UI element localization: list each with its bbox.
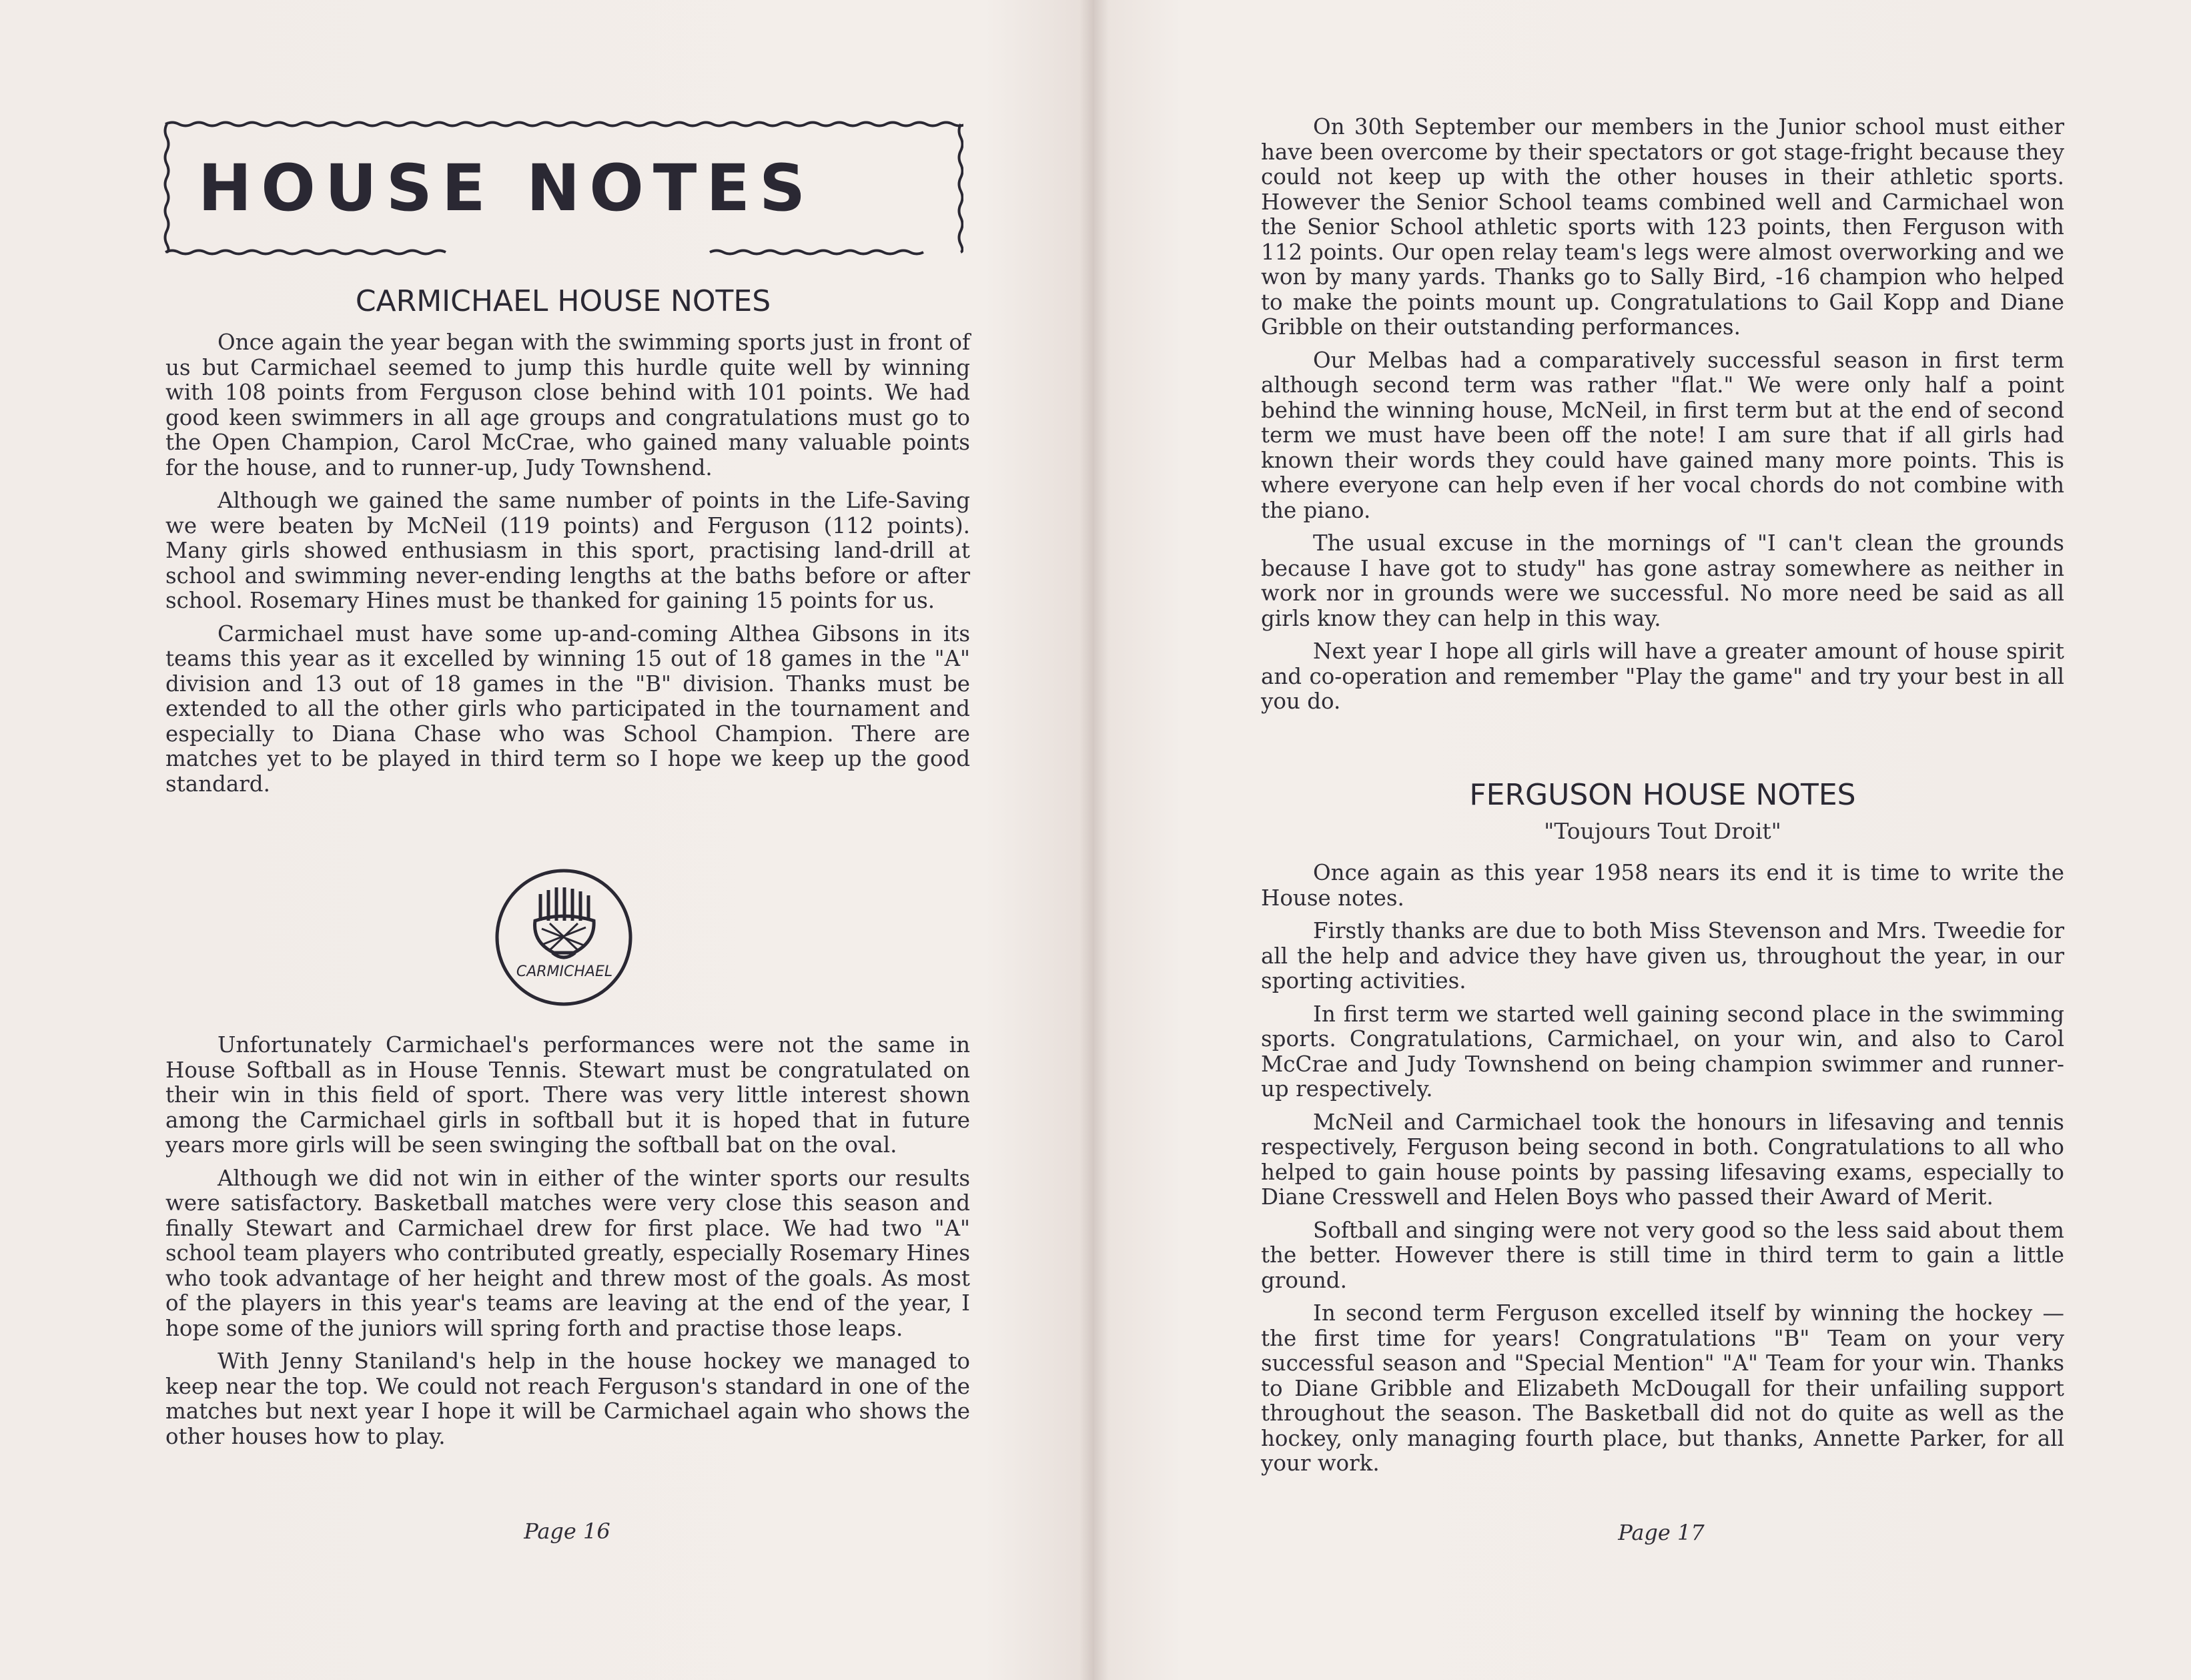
carmichael-text-top <box>165 330 970 805</box>
page-number-right: Page 17 <box>1618 1520 1705 1545</box>
ferguson-paragraph: In second term Ferguson excelled itself by winning the hockey —the first time for years! Congratulations "B" Team on your very successful season and "Special Mention" "A" Team for your win. Thanks to Diane Gribble and Elizabeth McDougall for their unfailing support throughout the season. The Basketball did not do quite as well as the hockey, only managing fourth place, but thanks, Annette Parker, for all your work. <box>1261 1300 2064 1476</box>
carmichael-text-bottom <box>165 1033 970 1457</box>
ferguson-paragraph: Firstly thanks are due to both Miss Stevenson and Mrs. Tweedie for all the help and advice they have given us, throughout the year, in our sporting activities. <box>1261 918 2064 993</box>
ferguson-paragraph: Softball and singing were not very good so the less said about them the better. However there is still time in third term to gain a little ground. <box>1261 1217 2064 1293</box>
carmichael-paragraph: Although we did not win in either of the winter sports our results were satisfactory. Basketball matches were very close this season and finally Stewart and Carmichael drew for first place. We had two "A" school team players who contributed greatly, especially Rosemary Hines who took advantage of her height and threw most of the goals. As most of the players in this year's teams are leaving at the end of the year, I hope some of the juniors will spring forth and practise those leaps. <box>165 1165 970 1341</box>
ferguson-heading: FERGUSON HOUSE NOTES <box>1469 778 1856 812</box>
ferguson-paragraph: In first term we started well gaining second place in the swimming sports. Congratulations, Carmichael, on your win, and also to Carol McCrae and Judy Townshend on being champion swimmer and runner-up respectively. <box>1261 1001 2064 1102</box>
carmichael-paragraph: Once again the year began with the swimming sports just in front of us but Carmichael seemed to jump this hurdle quite well by winning with 108 points from Ferguson close behind with 101 points. We had good keen swimmers in all age groups and congratulations must go to the Open Champion, Carol McCrae, who gained many valuable points for the house, and to runner-up, Judy Townshend. <box>165 330 970 480</box>
carmichael-heading: CARMICHAEL HOUSE NOTES <box>355 284 771 318</box>
carmichael-paragraph: On 30th September our members in the Junior school must either have been overcome by their spectators or got stage-fright because they could not keep up with the other houses in their athletic sports. However the Senior School teams combined well and Carmichael won the Senior School athletic sports with 123 points, then Ferguson with 112 points. Our open relay team's legs were almost overworking and we won by many yards. Thanks go to Sally Bird, -16 champion who helped to make the points mount up. Congratulations to Gail Kopp and Diane Gribble on their outstanding performances. <box>1261 114 2064 340</box>
carmichael-paragraph: Carmichael must have some up-and-coming Althea Gibsons in its teams this year as it excelled by winning 15 out of 18 games in the "A" division and 13 out of 18 games in the "B" division. Thanks must be extended to all the other girls who participated in the tournament and especially to Diana Chase who was School Champion. There are matches yet to be played in third term so I hope we keep up the good standard. <box>165 620 970 797</box>
book-gutter <box>1079 0 1109 1680</box>
carmichael-paragraph: Next year I hope all girls will have a greater amount of house spirit and co-operation and remember "Play the game" and try your best in all you do. <box>1261 639 2064 714</box>
carmichael-paragraph: The usual excuse in the mornings of "I can't clean the grounds because I have got to study" has gone astray somewhere as neither in work nor in grounds were we successful. No more need be said as all girls know they can help in this way. <box>1261 530 2064 631</box>
carmichael-paragraph: With Jenny Staniland's help in the house hockey we managed to keep near the top. We could not reach Ferguson's standard in one of the matches but next year I hope it will be Carmichael again who shows the other houses how to play. <box>165 1348 970 1449</box>
ferguson-paragraph: Once again as this year 1958 nears its end it is time to write the House notes. <box>1261 860 2064 911</box>
carmichael-thistle-logo <box>494 867 634 1007</box>
logo-label: CARMICHAEL <box>516 963 613 980</box>
banner-title: HOUSE NOTES <box>197 151 815 226</box>
carmichael-paragraph: Unfortunately Carmichael's performances were not the same in House Softball as in House Tennis. Stewart must be congratulated on their win in this field of sport. There was very little interest shown among the Carmichael girls in softball but it is hoped that in future years more girls will be seen swinging the softball bat on the oval. <box>165 1032 970 1158</box>
ferguson-text <box>1261 861 2064 1485</box>
house-notes-banner <box>163 117 963 259</box>
ferguson-paragraph: McNeil and Carmichael took the honours in lifesaving and tennis respectively, Ferguson being second in both. Congratulations to all who helped to gain house points by passing lifesaving exams, especially to Diane Cresswell and Helen Boys who passed their Award of Merit. <box>1261 1109 2064 1210</box>
carmichael-text-continued <box>1261 115 2064 723</box>
carmichael-paragraph: Although we gained the same number of points in the Life-Saving we were beaten by McNeil (119 points) and Ferguson (112 points). Many girls showed enthusiasm in this sport, practising land-drill at school and swimming never-ending lengths at the baths before or after school. Rosemary Hines must be thanked for gaining 15 points for us. <box>165 488 970 613</box>
ferguson-motto: "Toujours Tout Droit" <box>1544 818 1781 844</box>
carmichael-paragraph: Our Melbas had a comparatively successful season in first term although second term was rather "flat." We were only half a point behind the winning house, McNeil, in first term but at the end of second term we must have been off the note! I am sure that if all girls had known their words they could have gained many more points. This is where everyone can help even if her vocal chords do not combine with the piano. <box>1261 347 2064 523</box>
page-number-left: Page 16 <box>524 1519 610 1544</box>
